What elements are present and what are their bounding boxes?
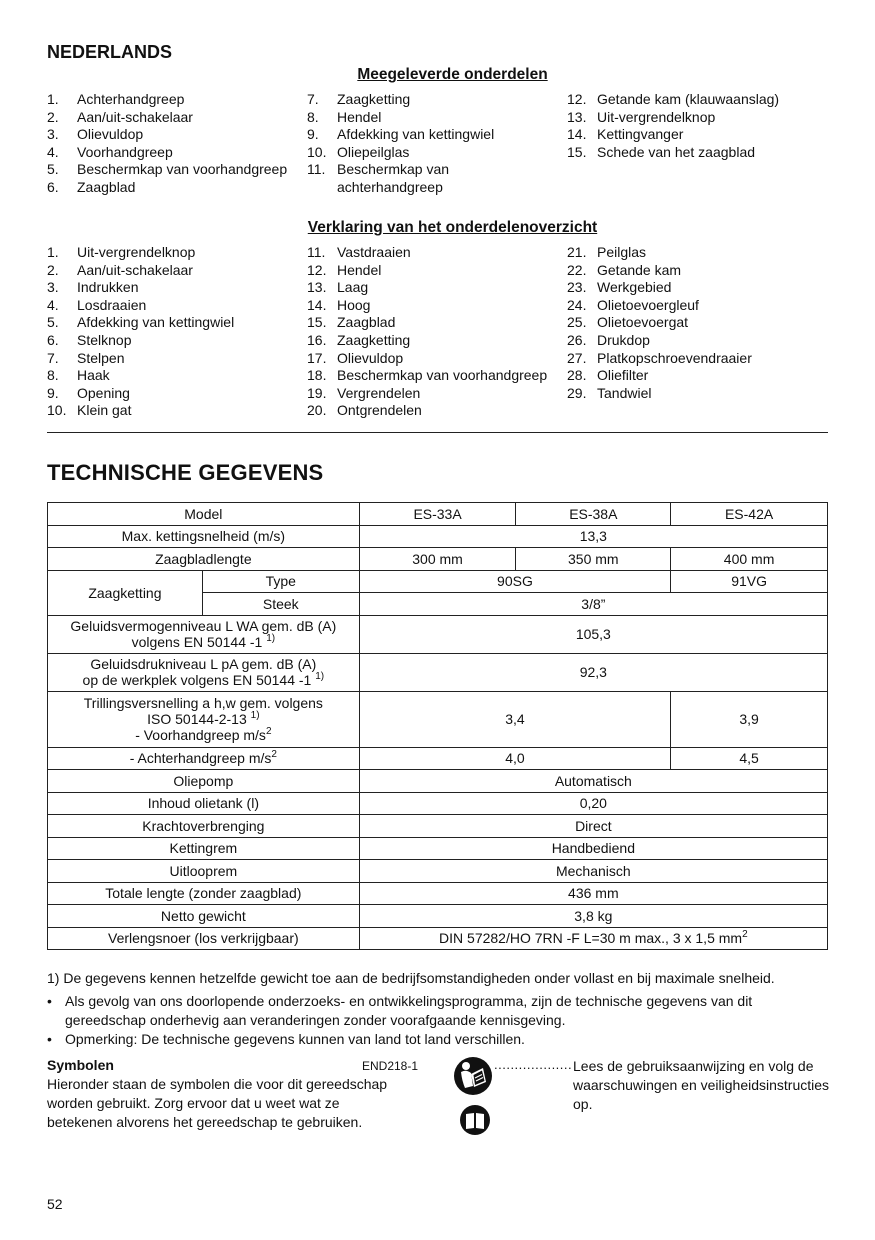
read-manual-icon: [453, 1056, 493, 1096]
list-item: 6. Stelknop: [47, 331, 132, 348]
model-cell: ES-33A: [359, 503, 516, 526]
list-item: 12. Getande kam (klauwaanslag): [567, 91, 780, 107]
bar-length-value: 350 mm: [516, 548, 671, 571]
list-item: 17. Olievuldop: [307, 349, 404, 366]
oil-tank-label: Inhoud olietank (l): [48, 792, 360, 815]
symbols-code: END218-1: [362, 1059, 419, 1073]
list-item: 21. Peilglas: [567, 244, 647, 260]
list-item: 2. Aan/uit-schakelaar: [47, 261, 193, 278]
list-item: 11. Vastdraaien: [307, 244, 411, 260]
note-bullet-2: • Opmerking: De technische gegevens kunnen van land tot land verschillen.: [47, 1031, 525, 1047]
rear-handle-label: - Achterhandgreep $m/s^2$: [48, 747, 360, 770]
table-row: [48, 548, 828, 571]
list-item: 28. Oliefilter: [567, 367, 649, 384]
net-weight-value: 3,8 kg: [359, 905, 827, 928]
vibration-front-value: 3,4: [359, 691, 671, 747]
list-item: 16. Zaagketting: [307, 331, 411, 348]
list-item: 4. Losdraaien: [47, 296, 147, 313]
table-row: [48, 747, 828, 770]
model-cell: ES-42A: [671, 503, 828, 526]
book-icon: [459, 1104, 491, 1136]
section-divider: [47, 432, 828, 433]
sound-power-value: 105,3: [359, 615, 827, 653]
drive-value: Direct: [359, 815, 827, 838]
list-item: 18. Beschermkap van voorhandgreep: [307, 367, 548, 384]
saw-chain-label: Zaagketting: [48, 570, 203, 615]
table-row: [48, 860, 828, 883]
list-item: 26. Drukdop: [567, 331, 650, 348]
type-value: 91VG: [671, 570, 828, 593]
list-item: 24. Olietoevoergleuf: [567, 296, 699, 313]
list-item: 20. Ontgrendelen: [307, 402, 422, 419]
parts-column-2: [307, 91, 562, 197]
table-row: [48, 525, 828, 548]
table-row: [48, 927, 828, 950]
list-item: 12. Hendel: [307, 261, 382, 278]
type-value: 90SG: [359, 570, 671, 593]
vibration-label: Trillingsversnelling a h,w gem. volgens ISO 50144-2-13 $^{1)}$ - Voorhandgreep $m/s^2$: [48, 691, 360, 747]
bar-length-value: 300 mm: [359, 548, 516, 571]
sound-power-label: Geluidsvermogenniveau L WA gem. dB (A) volgens EN 50144 -1 $^{1)}$: [48, 615, 360, 653]
table-row: [48, 653, 828, 691]
table-row: [48, 503, 828, 526]
run-down-label: Uitlooprem: [48, 860, 360, 883]
table-row: [48, 770, 828, 793]
list-item: 22. Getande kam: [567, 261, 682, 278]
table-row: [48, 882, 828, 905]
net-weight-label: Netto gewicht: [48, 905, 360, 928]
type-label: Type: [202, 570, 359, 593]
spec-table: [47, 502, 828, 950]
list-item: 3. Olievuldop: [47, 126, 144, 143]
list-item: 10. Klein gat: [47, 402, 132, 419]
legend-column-2: [307, 244, 565, 420]
table-row: [48, 570, 828, 593]
parts-column-1: [47, 91, 302, 197]
list-item: 7. Zaagketting: [307, 91, 411, 107]
chain-brake-label: Kettingrem: [48, 837, 360, 860]
pitch-label: Steek: [202, 593, 359, 616]
table-row: [48, 815, 828, 838]
list-item: 1. Uit-vergrendelknop: [47, 244, 196, 260]
chain-speed-value: 13,3: [359, 525, 827, 548]
pitch-value: 3/8”: [359, 593, 827, 616]
model-label: Model: [48, 503, 360, 526]
list-item: 27. Platkopschroevendraaier: [567, 349, 752, 366]
note-bullet-1: • Als gevolg van ons doorlopende onderzoeks- en ontwikkelingsprogramma, zijn de technische gegevens van dit gereedschap onderhevig aan veranderingen zonder voorafgaande kennisgeving.: [47, 993, 753, 1028]
list-item: 9. Afdekking van kettingwiel: [307, 126, 495, 143]
total-length-value: 436 mm: [359, 882, 827, 905]
list-item: 15. Schede van het zaagblad: [567, 143, 756, 160]
list-item: 8. Hendel: [307, 108, 382, 125]
parts-title: Meegeleverde onderdelen: [357, 66, 548, 83]
total-length-label: Totale lengte (zonder zaagblad): [48, 882, 360, 905]
list-item: 19. Vergrendelen: [307, 384, 421, 401]
oil-pump-label: Oliepomp: [48, 770, 360, 793]
language-heading: NEDERLANDS: [47, 42, 173, 62]
symbols-title: Symbolen: [47, 1057, 114, 1073]
list-item: 8. Haak: [47, 367, 110, 384]
cord-value: DIN 57282/HO 7RN -F L=30 m max., 3 x 1,5 $mm^2$: [359, 927, 827, 950]
list-item: 9. Opening: [47, 384, 130, 401]
bar-length-value: 400 mm: [671, 548, 828, 571]
symbol-leader-dots: ...................: [494, 1057, 573, 1072]
tech-title: TECHNISCHE GEGEVENS: [47, 460, 324, 485]
chain-brake-value: Handbediend: [359, 837, 827, 860]
list-item: 3. Indrukken: [47, 279, 139, 296]
table-row: [48, 837, 828, 860]
legend-title: Verklaring van het onderdelenoverzicht: [307, 219, 598, 236]
symbol-description: Lees de gebruiksaanwijzing en volg de waarschuwingen en veiligheidsinstructies op.: [573, 1058, 830, 1112]
sound-pressure-value: 92,3: [359, 653, 827, 691]
list-item: 14. Hoog: [307, 296, 371, 313]
chain-speed-label: Max. kettingsnelheid (m/s): [48, 525, 360, 548]
list-item: 13. Uit-vergrendelknop: [567, 108, 716, 125]
list-item: 7. Stelpen: [47, 349, 125, 366]
legend-column-1: [47, 244, 302, 420]
vibration-rear-value: 4,5: [671, 747, 828, 770]
list-item: 2. Aan/uit-schakelaar: [47, 108, 193, 125]
list-item: 5. Afdekking van kettingwiel: [47, 314, 235, 331]
list-item: 29. Tandwiel: [567, 384, 652, 401]
list-item: 25. Olietoevoergat: [567, 314, 689, 331]
legend-column-3: [567, 244, 829, 402]
vibration-rear-value: 4,0: [359, 747, 671, 770]
sound-pressure-label: Geluidsdrukniveau L pA gem. dB (A) op de werkplek volgens EN 50144 -1 $^{1)}$: [48, 653, 360, 691]
symbols-text: Hieronder staan de symbolen die voor dit gereedschap worden gebruikt. Zorg ervoor dat u weet wat ze betekenen alvorens het gereedschap te gebruiken.: [47, 1076, 388, 1130]
list-item: 4. Voorhandgreep: [47, 143, 173, 160]
bar-length-label: Zaagbladlengte: [48, 548, 360, 571]
footnote: 1) De gegevens kennen hetzelfde gewicht toe aan de bedrijfsomstandigheden onder vollast en bij maximale snelheid.: [47, 970, 775, 986]
list-item: 15. Zaagblad: [307, 314, 396, 331]
run-down-value: Mechanisch: [359, 860, 827, 883]
page-number: 52: [47, 1196, 63, 1212]
drive-label: Krachtoverbrenging: [48, 815, 360, 838]
cord-label: Verlengsnoer (los verkrijgbaar): [48, 927, 360, 950]
table-row: [48, 615, 828, 653]
list-item: 6. Zaagblad: [47, 178, 136, 195]
parts-column-3: [567, 91, 829, 161]
list-item: 1. Achterhandgreep: [47, 91, 185, 107]
table-row: [48, 905, 828, 928]
oil-pump-value: Automatisch: [359, 770, 827, 793]
list-item: 5. Beschermkap van voorhandgreep: [47, 161, 288, 178]
table-row: [48, 792, 828, 815]
list-item: 10. Oliepeilglas: [307, 143, 410, 160]
list-item: 11. Beschermkap van achterhandgreep: [307, 161, 450, 195]
oil-tank-value: 0,20: [359, 792, 827, 815]
list-item: 14. Kettingvanger: [567, 126, 684, 143]
model-cell: ES-38A: [516, 503, 671, 526]
list-item: 13. Laag: [307, 279, 369, 296]
vibration-front-value: 3,9: [671, 691, 828, 747]
list-item: 23. Werkgebied: [567, 279, 672, 296]
table-row: [48, 691, 828, 747]
